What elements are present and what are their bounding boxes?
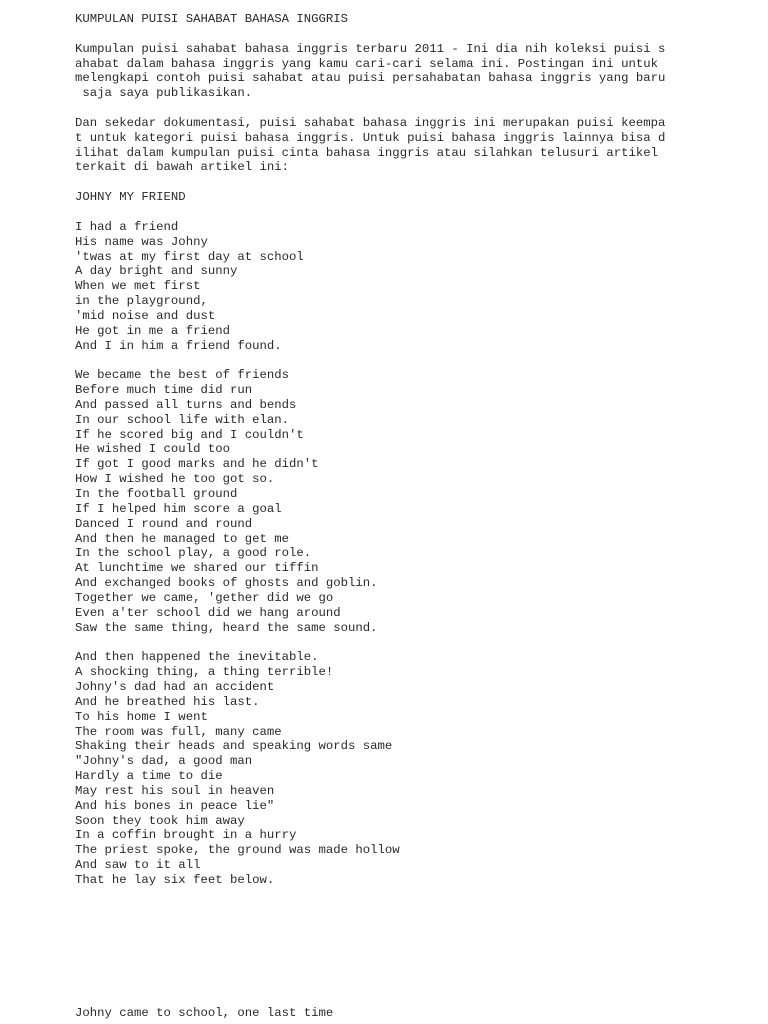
poem-line: I had a friend <box>75 219 179 234</box>
poem-line: And he breathed his last. <box>75 694 260 709</box>
text-line: saja saya publikasikan. <box>75 86 253 101</box>
poem-line: Shaking their heads and speaking words same <box>75 739 393 754</box>
poem-line: His name was Johny <box>75 234 208 249</box>
poem-line: Soon they took him away <box>75 813 245 828</box>
poem-line: When we met first <box>75 279 201 294</box>
poem-line: Before much time did run <box>75 383 253 398</box>
poem-line: Together we came, 'gether did we go <box>75 590 334 605</box>
poem-continuation-line: Johny came to school, one last time <box>75 1006 334 1020</box>
poem-stanza-3 <box>75 650 755 888</box>
document-page <box>75 12 755 888</box>
poem-line: And saw to it all <box>75 858 201 873</box>
poem-line: At lunchtime we shared our tiffin <box>75 561 319 576</box>
poem-line: In the football ground <box>75 487 238 501</box>
poem-line: If got I good marks and he didn't <box>75 457 319 472</box>
text-line: terkait di bawah artikel ini: <box>75 160 290 175</box>
text-line: Kumpulan puisi sahabat bahasa inggris terbaru 2011 - Ini dia nih koleksi puisi s <box>75 41 666 56</box>
blank-line <box>75 27 755 42</box>
poem-line: Johny's dad had an accident <box>75 679 275 694</box>
poem-line: "Johny's dad, a good man <box>75 754 253 769</box>
poem-line: Saw the same thing, heard the same sound. <box>75 620 378 635</box>
intro-paragraph-1 <box>75 42 755 101</box>
poem-line: If he scored big and I couldn't <box>75 427 304 442</box>
document-title: KUMPULAN PUISI SAHABAT BAHASA INGGRIS <box>75 12 349 26</box>
text-line: t untuk kategori puisi bahasa inggris. Untuk puisi bahasa inggris lainnya bisa d <box>75 130 666 145</box>
poem-line: To his home I went <box>75 709 208 724</box>
poem-stanza-1 <box>75 220 755 354</box>
poem-line: The priest spoke, the ground was made hollow <box>75 843 400 858</box>
poem-line: That he lay six feet below. <box>75 872 275 887</box>
poem-stanza-2 <box>75 368 755 635</box>
poem-line: How I wished he too got so. <box>75 472 275 487</box>
text-line: Dan sekedar dokumentasi, puisi sahabat bahasa inggris ini merupakan puisi keempa <box>75 115 666 130</box>
poem-line: And passed all turns and bends <box>75 397 297 412</box>
text-line: ilihat dalam kumpulan puisi cinta bahasa inggris atau silahkan telusuri artikel <box>75 145 658 160</box>
poem-line: We became the best of friends <box>75 368 290 383</box>
blank-line <box>75 353 755 368</box>
poem-line: In our school life with elan. <box>75 412 290 427</box>
blank-line <box>75 175 755 190</box>
poem-line: And exchanged books of ghosts and goblin. <box>75 576 378 591</box>
poem-line: A day bright and sunny <box>75 264 238 279</box>
poem-line: Even a'ter school did we hang around <box>75 605 341 620</box>
text-line: ahabat dalam bahasa inggris yang kamu cari-cari selama ini. Postingan ini untuk <box>75 56 658 71</box>
poem-line: Danced I round and round <box>75 516 253 531</box>
poem-line: He got in me a friend <box>75 323 230 338</box>
poem-line: 'mid noise and dust <box>75 308 216 323</box>
poem-line: And his bones in peace lie" <box>75 798 275 813</box>
poem-line: In a coffin brought in a hurry <box>75 828 297 843</box>
poem-line: Hardly a time to die <box>75 769 223 784</box>
poem-line: May rest his soul in heaven <box>75 783 275 798</box>
poem-line: in the playground, <box>75 294 208 309</box>
text-line: melengkapi contoh puisi sahabat atau puisi persahabatan bahasa inggris yang baru <box>75 71 666 86</box>
intro-paragraph-2 <box>75 116 755 175</box>
poem-line: The room was full, many came <box>75 724 282 739</box>
blank-line <box>75 205 755 220</box>
blank-line <box>75 101 755 116</box>
blank-line <box>75 635 755 650</box>
poem-line: A shocking thing, a thing terrible! <box>75 665 334 680</box>
poem-line: And I in him a friend found. <box>75 338 282 353</box>
poem-line: 'twas at my first day at school <box>75 249 304 264</box>
poem-line: And then he managed to get me <box>75 531 290 546</box>
poem-line: In the school play, a good role. <box>75 546 312 561</box>
poem-line: And then happened the inevitable. <box>75 650 319 665</box>
poem-line: He wished I could too <box>75 442 230 457</box>
poem-title: JOHNY MY FRIEND <box>75 190 186 205</box>
poem-line: If I helped him score a goal <box>75 501 282 516</box>
